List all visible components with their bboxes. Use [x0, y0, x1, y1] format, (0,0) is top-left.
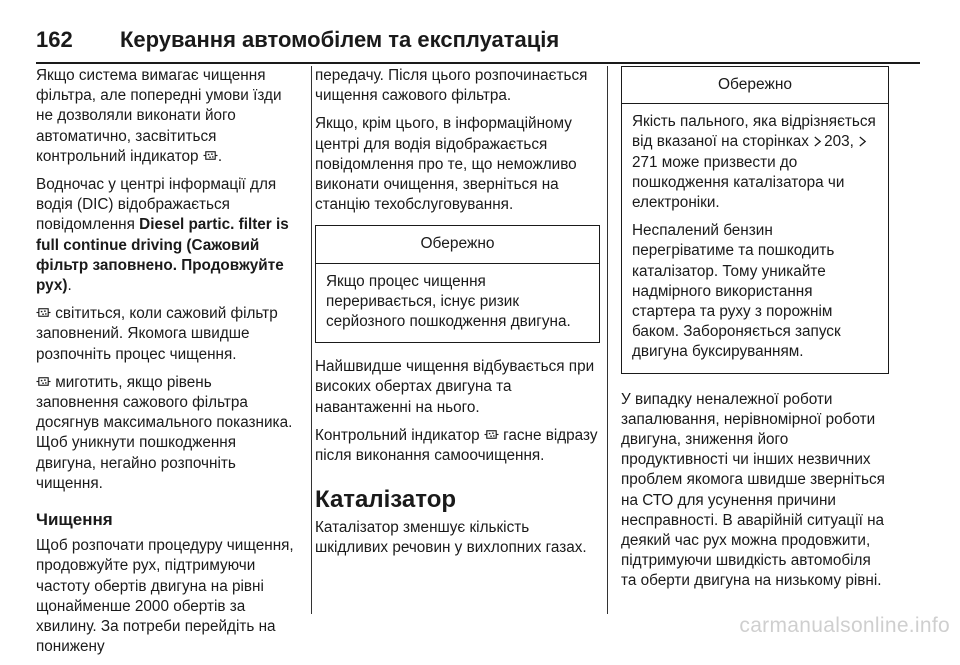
paragraph: Якщо система вимагає чищення фільтра, але попередні умови їзди не дозволяли виконати його автоматично, засвітиться контрольний індикатор .	[36, 67, 282, 165]
paragraph: Водночас у центрі інформації для водія (DIC) відображається повідомлення Diesel partic. filter is full continue driving (Сажовий фільтр заповнено. Продовжуйте рух).	[36, 176, 289, 295]
warning-text: Неспалений бензин перегріватиме та пошкодить каталізатор. Тому уникайте надмірного використання стартера та руху з порожнім баком. Забороняється запуск двигуна буксируванням.	[632, 222, 841, 361]
warning-box	[621, 66, 889, 374]
paragraph: світиться, коли сажовий фільтр заповнений. Якомога швидше розпочніть процес чищення.	[36, 305, 278, 363]
paragraph: Найшвидше чищення відбувається при високих обертах двигуна та навантаженні на нього.	[315, 358, 595, 416]
warning-box	[315, 225, 600, 343]
page-reference-link[interactable]: 271 може призвести до пошкодження каталізатора чи електроніки.	[632, 153, 845, 212]
warning-title: Обережно	[316, 226, 599, 263]
column-divider	[607, 66, 608, 614]
warning-text: Якість пального, яка відрізняється від вказаної на сторінках 203, 271 може призвести до пошкодження каталізатора чи електроніки.	[632, 113, 876, 212]
paragraph: У випадку неналежної роботи запалювання, нерівномірної роботи двигуна, зниження його продуктивності чи інших незвичних проблем якомога швидше зверніться на СТО для усунення причини несправності. В аварійній ситуації на деякий час рух можна продовжити, підтримуючи швидкість автомобіля та оберти двигуна на низькому рівні.	[621, 390, 885, 590]
column-right	[621, 66, 889, 600]
dic-message: Diesel partic. filter is full continue driving (Сажовий фільтр заповнено. Продовжуйте рух)	[36, 216, 289, 295]
column-left	[36, 66, 298, 665]
paragraph: Каталізатор зменшує кількість шкідливих речовин у вихлопних газах.	[315, 519, 587, 557]
paragraph: Якщо, крім цього, в інформаційному центрі для водія відображається повідомлення про те, що неможливо виконати очищення, зверніться на станцію техобслуговування.	[315, 115, 577, 214]
header-rule	[36, 62, 920, 64]
particle-filter-icon	[36, 374, 51, 389]
watermark: carmanualsonline.info	[739, 614, 950, 637]
paragraph-text: Якщо система вимагає чищення фільтра, але попередні умови їзди не дозволяли виконати його автоматично, засвітиться контрольний індикатор	[36, 67, 282, 165]
column-divider	[311, 66, 312, 614]
particle-filter-icon	[36, 305, 51, 320]
particle-filter-icon	[484, 427, 499, 442]
section-heading: Каталізатор	[315, 486, 457, 514]
paragraph: Щоб розпочати процедуру чищення, продовжуйте рух, підтримуючи частоту обертів двигуна на рівні щонайменше 2000 обертів за хвилину. За потреби перейдіть на понижену	[36, 537, 294, 656]
page-reference-link[interactable]: 203,	[824, 133, 854, 151]
section-heading: Чищення	[36, 510, 113, 530]
page-header	[36, 20, 916, 60]
page-title: Керування автомобілем та експлуатація	[120, 27, 560, 52]
warning-title: Обережно	[622, 67, 888, 104]
column-middle	[315, 66, 600, 567]
paragraph: передачу. Після цього розпочинається чищення сажового фільтра.	[315, 67, 588, 105]
warning-text: Якщо процес чищення переривається, існує ризик серйозного пошкодження двигуна.	[326, 272, 571, 331]
page-number: 162	[36, 27, 73, 52]
page-reference-arrow-icon	[813, 136, 822, 147]
paragraph: миготить, якщо рівень заповнення сажового фільтра досягнув максимального показника. Щоб уникнути пошкодження двигуна, негайно розпочніть чищення.	[36, 373, 293, 492]
paragraph: Контрольний індикатор гасне відразу після виконання самоочищення.	[315, 426, 598, 465]
particle-filter-icon	[203, 148, 218, 163]
page-reference-arrow-icon	[858, 136, 867, 147]
